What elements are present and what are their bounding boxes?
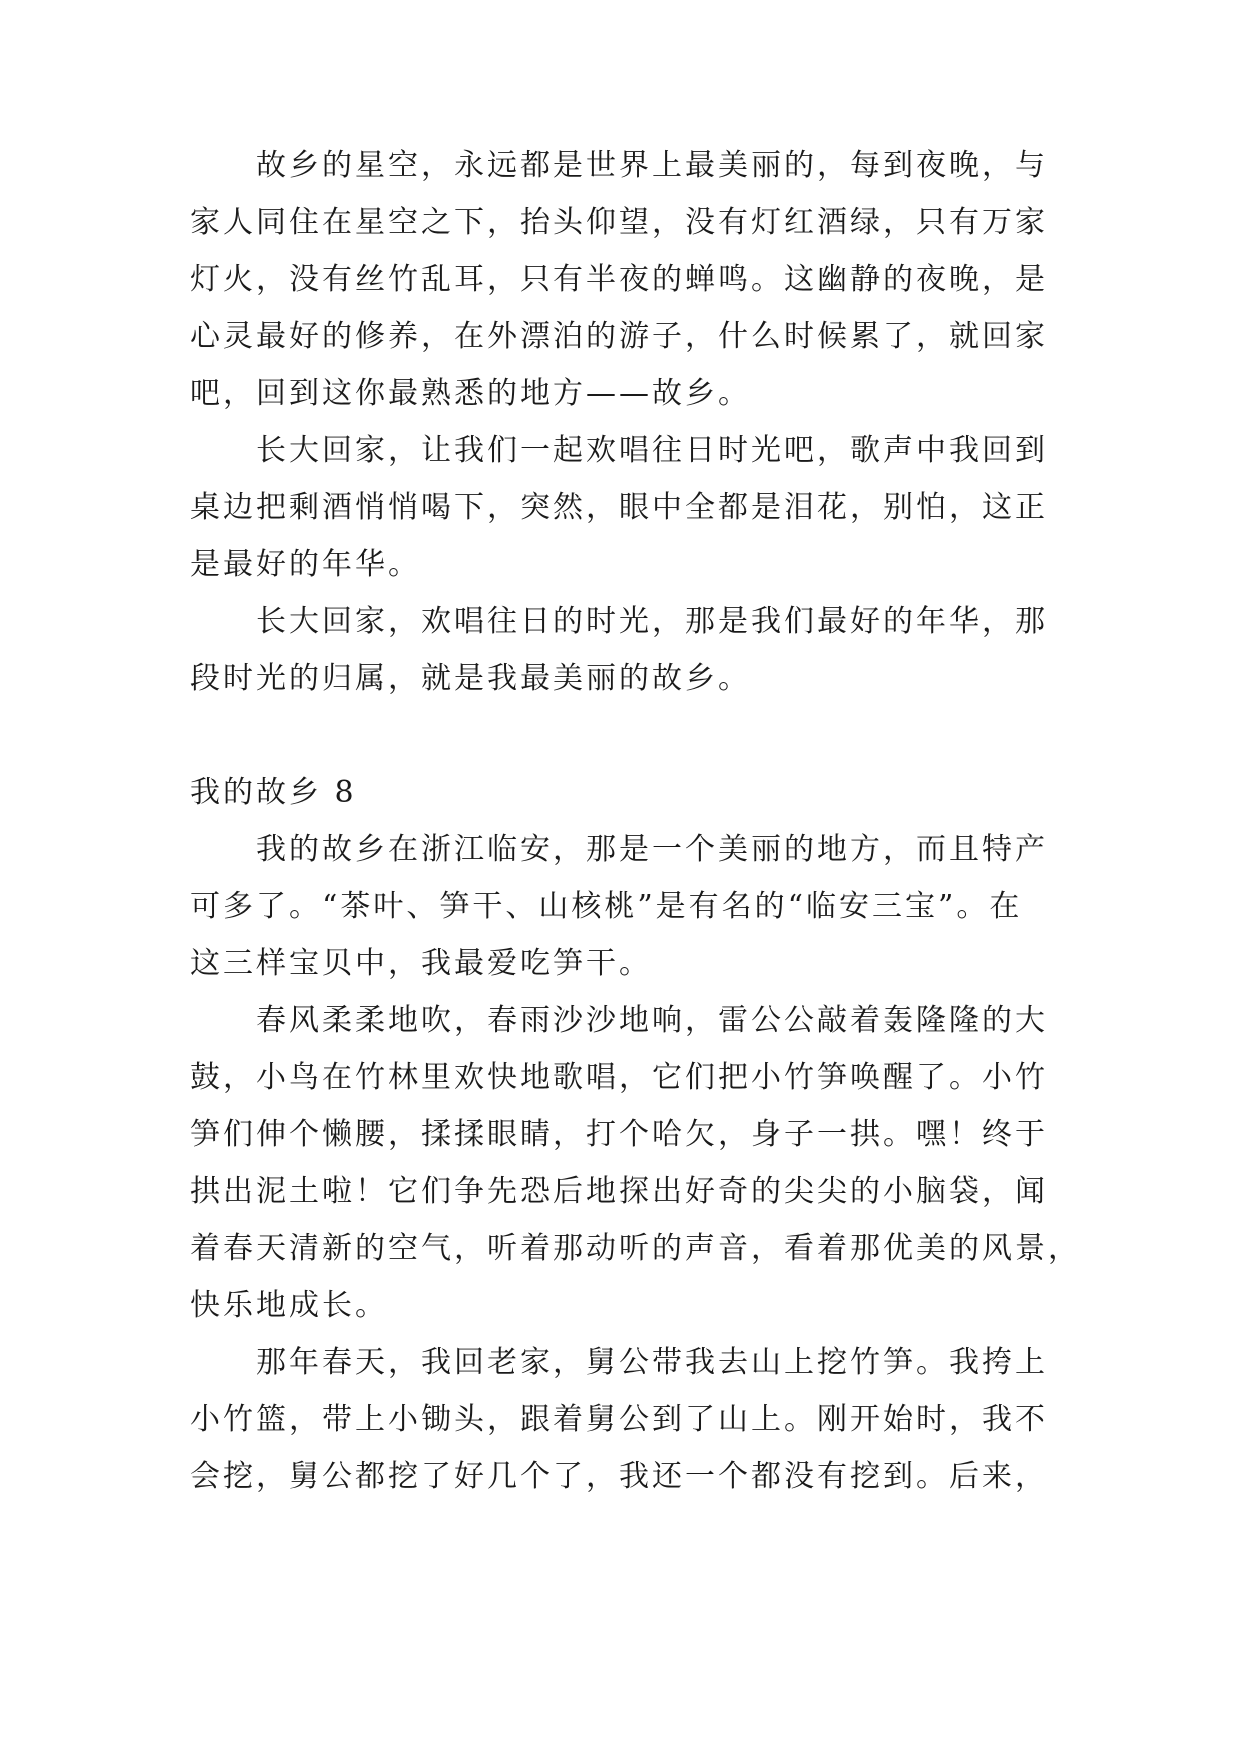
paragraph-line: 吧，回到这你最熟悉的地方——故乡。 (190, 376, 751, 411)
paragraph-line: 那年春天，我回老家，舅公带我去山上挖竹笋。我挎上 (256, 1345, 1048, 1380)
paragraph-line: 长大回家，让我们一起欢唱往日时光吧，歌声中我回到 (256, 433, 1048, 468)
paragraph-line: 会挖，舅公都挖了好几个了，我还一个都没有挖到。后来， (190, 1459, 1048, 1494)
paragraph-line: 着春天清新的空气，听着那动听的声音，看着那优美的风景， (190, 1231, 1081, 1266)
paragraph-line: 这三样宝贝中，我最爱吃笋干。 (190, 946, 652, 981)
paragraph-line: 是最好的年华。 (190, 547, 421, 582)
paragraph-line: 灯火，没有丝竹乱耳，只有半夜的蝉鸣。这幽静的夜晚，是 (190, 262, 1048, 297)
paragraph-line: 故乡的星空，永远都是世界上最美丽的，每到夜晚，与 (256, 148, 1048, 183)
paragraph-line: 我的故乡在浙江临安，那是一个美丽的地方，而且特产 (256, 832, 1048, 867)
paragraph-line: 桌边把剩酒悄悄喝下，突然，眼中全都是泪花，别怕，这正 (190, 490, 1048, 525)
paragraph-line: 春风柔柔地吹，春雨沙沙地响，雷公公敲着轰隆隆的大 (256, 1003, 1048, 1038)
paragraph-line: 家人同住在星空之下，抬头仰望，没有灯红酒绿，只有万家 (190, 205, 1048, 240)
paragraph-line: 笋们伸个懒腰，揉揉眼睛，打个哈欠，身子一拱。嘿！终于 (190, 1117, 1048, 1152)
paragraph-line: 可多了。“茶叶、笋干、山核桃”是有名的“临安三宝”。在 (190, 889, 1023, 924)
paragraph-line: 快乐地成长。 (190, 1288, 388, 1323)
paragraph-line: 长大回家，欢唱往日的时光，那是我们最好的年华，那 (256, 604, 1048, 639)
paragraph-line: 鼓，小鸟在竹林里欢快地歌唱，它们把小竹笋唤醒了。小竹 (190, 1060, 1048, 1095)
paragraph-line: 拱出泥土啦！它们争先恐后地探出好奇的尖尖的小脑袋，闻 (190, 1174, 1048, 1209)
section-title: 我的故乡 8 (190, 775, 357, 810)
paragraph-line: 心灵最好的修养，在外漂泊的游子，什么时候累了，就回家 (190, 319, 1048, 354)
paragraph-line: 段时光的归属，就是我最美丽的故乡。 (190, 661, 751, 696)
paragraph-line: 小竹篮，带上小锄头，跟着舅公到了山上。刚开始时，我不 (190, 1402, 1048, 1437)
